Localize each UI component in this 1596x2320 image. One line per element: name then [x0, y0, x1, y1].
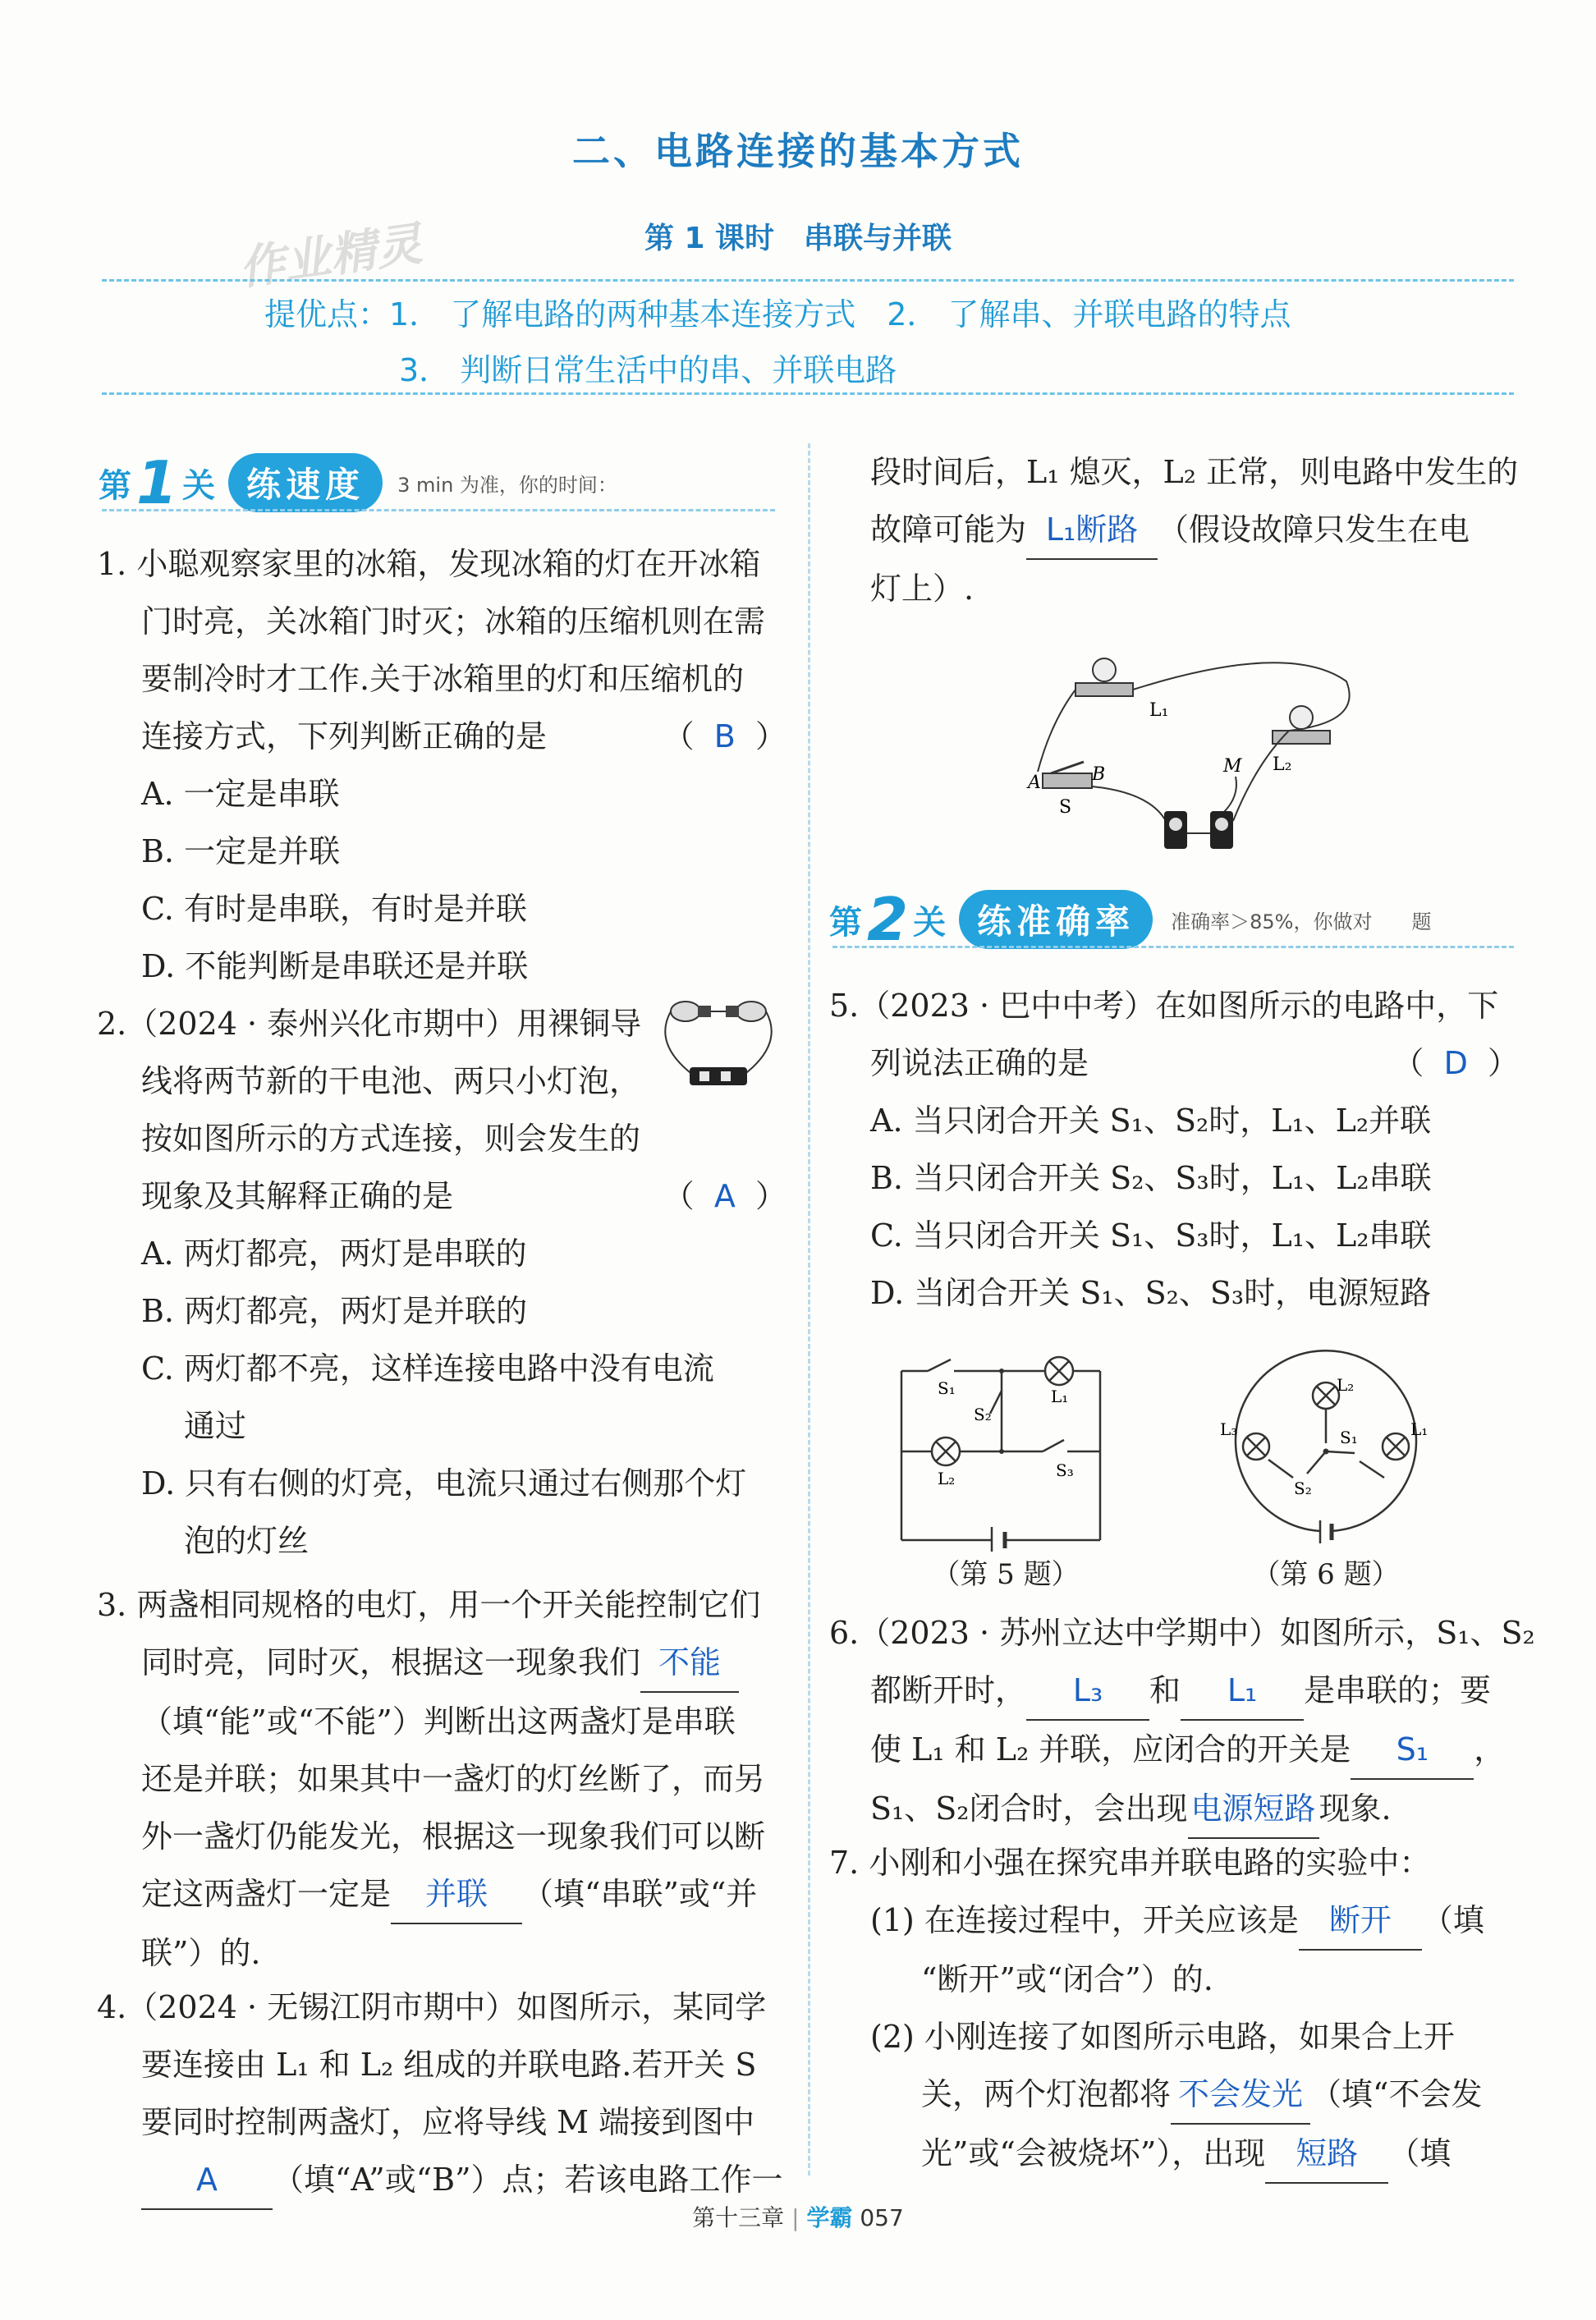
q7-part-2-line-2: [829, 2066, 1519, 2125]
q3-line-4: 还是并联；如果其中一盏灯的灯丝断了，而另: [141, 1761, 766, 1797]
question-6: [829, 1604, 1535, 1839]
q4-right-line-2: [829, 501, 1519, 560]
watermark: 作业精灵: [236, 217, 426, 296]
q3-answer-2: 并联: [391, 1865, 522, 1924]
q4-answer-2: L₁断路: [1026, 501, 1158, 560]
q5-option-a: A. 当只闭合开关 S₁、S₂时，L₁、L₂并联: [870, 1103, 1432, 1139]
q1-answer: B: [713, 718, 736, 754]
q6-answer-2: L₁: [1181, 1662, 1304, 1721]
page-footer: 第十三章 | 学霸 057: [692, 2204, 904, 2231]
label-s3: S₃: [1056, 1460, 1074, 1480]
q6-text: 和: [1149, 1672, 1181, 1708]
label-s2: S₂: [1294, 1479, 1312, 1498]
label-l1: L₁: [1410, 1419, 1429, 1439]
q6-line-4: [829, 1780, 1519, 1839]
q2-line-3: 按如图所示的方式连接，则会发生的: [141, 1121, 641, 1157]
q2-line-2: 线将两节新的干电池、两只小灯泡，: [141, 1063, 641, 1099]
battery-icon: [690, 1067, 747, 1085]
q5-circuit-diagram: [895, 1330, 1117, 1552]
q5-option-b: B. 当只闭合开关 S₂、S₃时，L₁、L₂串联: [870, 1160, 1432, 1196]
bulb-icon: [671, 1002, 711, 1021]
label-l1: L₁: [1149, 700, 1169, 721]
q4-circuit-figure: [1026, 649, 1355, 854]
q6-text: ，: [1474, 1731, 1506, 1768]
q6-line-2: [829, 1662, 1519, 1721]
footer-brand: 学霸: [806, 2204, 853, 2231]
q2-option-c-cont: 通过: [184, 1408, 247, 1444]
q6-text: 都断开时，: [870, 1672, 1027, 1708]
q2-option-d-cont: 泡的灯丝: [184, 1523, 310, 1559]
q2-stem-end: 现象及其解释正确的是: [141, 1178, 454, 1214]
q5-option-d: D. 当闭合开关 S₁、S₂、S₃时，电源短路: [870, 1275, 1432, 1311]
q7-answer-3: 短路: [1265, 2125, 1388, 2184]
q6-text: 使 L₁ 和 L₂ 并联，应闭合的开关是: [870, 1731, 1351, 1768]
label-a: A: [1028, 773, 1041, 793]
q6-answer-4: 电源短路: [1188, 1780, 1319, 1839]
q5-answer-bracket: （ D ）: [1392, 1045, 1519, 1081]
q7-text: （填: [1388, 2135, 1452, 2171]
q7-part-2-line-3: [829, 2125, 1519, 2184]
q6-circuit-diagram: [1215, 1346, 1437, 1552]
q7-text: 关，两个灯泡都将: [921, 2076, 1172, 2112]
lamp-l1-icon: [1075, 658, 1133, 696]
gate2-underline: [832, 946, 1514, 948]
q1-line-3: 要制冷时才工作.关于冰箱里的灯和压缩机的: [141, 661, 745, 697]
battery-icon: [1164, 811, 1233, 849]
q2-option-a: A. 两灯都亮，两灯是串联的: [141, 1236, 527, 1272]
q1-option-d: D. 不能判断是串联还是并联: [141, 948, 529, 984]
q3-text: （填“串联”或“并: [522, 1876, 758, 1912]
q4-line-3: 要同时控制两盏灯，应将导线 M 端接到图中: [141, 2104, 755, 2140]
q3-answer-1: 不能: [640, 1634, 739, 1693]
q6-text: S₁、S₂闭合时，会出现: [870, 1790, 1188, 1827]
q1-option-c: C. 有时是串联，有时是并联: [141, 891, 527, 927]
q4-text: （填“A”或“B”）点；若该电路工作一: [273, 2162, 783, 2198]
gate-suffix: 关: [182, 466, 216, 505]
header-divider-bottom: [102, 392, 1514, 395]
label-l2: L₂: [938, 1469, 956, 1488]
q6-line-3: [829, 1721, 1519, 1780]
q7-text: （填: [1421, 1902, 1484, 1938]
fig5-caption: （第 5 题）: [932, 1558, 1080, 1591]
section-gate-1: [99, 448, 617, 517]
label-s2: S₂: [974, 1405, 992, 1424]
section-gate-2: [829, 885, 1432, 954]
label-s1: S₁: [1340, 1428, 1358, 1447]
label-s: S: [1059, 797, 1072, 818]
page-title: 二、电路连接的基本方式: [572, 129, 1024, 173]
label-s1: S₁: [938, 1378, 956, 1398]
q4-answer-1: A: [141, 2151, 273, 2210]
q7-part-1-cont: “断开”或“闭合”）的.: [921, 1961, 1213, 1997]
q1-line-2: 门时亮，关冰箱门时灭；冰箱的压缩机则在需: [141, 603, 766, 640]
gate-note: 3 min 为准，你的时间：: [397, 473, 617, 497]
q7-line-1: 7. 小刚和小强在探究串并联电路的实验中：: [829, 1845, 1431, 1881]
q2-option-d: D. 只有右侧的灯亮，电流只通过右侧那个灯: [141, 1465, 747, 1502]
bulb-icon: [726, 1002, 766, 1021]
q3-line-7: 联”）的.: [141, 1935, 261, 1971]
gate1-underline: [102, 509, 775, 511]
q6-text: 是串联的；要: [1304, 1672, 1492, 1708]
q3-line-1: 3. 两盏相同规格的电灯，用一个开关能控制它们: [97, 1587, 761, 1623]
q2-answer-bracket: （ A ）: [663, 1178, 787, 1214]
label-l2: L₂: [1273, 754, 1292, 775]
q3-line-5: 外一盏灯仍能发光，根据这一现象我们可以断: [141, 1818, 766, 1855]
question-5: [829, 977, 1519, 1322]
q7-part-1: [829, 1891, 1519, 1951]
switch-icon: [1043, 762, 1092, 788]
lesson-subtitle: 第 1 课时 串联与并联: [644, 222, 952, 255]
q2-option-c: C. 两灯都不亮，这样连接电路中没有电流: [141, 1350, 714, 1387]
q1-answer-bracket: （ B ）: [663, 718, 787, 754]
gate-suffix: 关: [913, 903, 947, 942]
q6-answer-3: S₁: [1351, 1721, 1474, 1780]
q5-line-2: [829, 1034, 1519, 1092]
question-3: [97, 1576, 787, 1982]
q4-right-line-3: 灯上）.: [870, 571, 975, 607]
q3-line-2: [97, 1634, 787, 1693]
header-divider-top: [102, 279, 1514, 282]
q7-text: (1) 在连接过程中，开关应该是: [870, 1902, 1299, 1938]
q7-answer-1: 断开: [1299, 1891, 1422, 1951]
question-4-continued: [829, 443, 1519, 617]
q1-line-1: 1. 小聪观察家里的冰箱，发现冰箱的灯在开冰箱: [97, 546, 761, 582]
q7-text: 光”或“会被烧坏”），出现: [921, 2135, 1266, 2171]
q5-option-c: C. 当只闭合开关 S₁、S₃时，L₁、L₂串联: [870, 1217, 1432, 1254]
q2-answer: A: [713, 1178, 736, 1214]
gate-note: 准确率＞85%，你做对 题: [1171, 910, 1432, 933]
q2-circuit-figure: [649, 995, 788, 1102]
q6-text: 现象.: [1319, 1790, 1392, 1827]
gate-number: 2: [867, 885, 909, 954]
label-l3: L₃: [1220, 1419, 1238, 1439]
label-m: M: [1223, 756, 1242, 777]
footer-chapter: 第十三章: [692, 2204, 785, 2231]
fig6-caption: （第 6 题）: [1252, 1558, 1400, 1591]
q1-line-4: [97, 708, 787, 765]
label-b: B: [1092, 764, 1106, 785]
gate-prefix: 第: [99, 466, 131, 505]
q6-answer-1: L₃: [1026, 1662, 1149, 1721]
q7-text: （填“不会发: [1310, 2076, 1483, 2112]
q3-line-6: [97, 1865, 787, 1924]
q2-line-1: 2.（2024 · 泰州兴化市期中）用裸铜导: [97, 1006, 642, 1042]
q4-text: （假设故障只发生在电: [1158, 511, 1470, 548]
q6-line-1: 6.（2023 · 苏州立达中学期中）如图所示，S₁、S₂: [829, 1615, 1535, 1651]
label-l2: L₂: [1337, 1375, 1355, 1395]
column-divider: [808, 443, 810, 2176]
question-7: [829, 1834, 1519, 2184]
tips-line-2: 3． 判断日常生活中的串、并联电路: [399, 352, 897, 388]
q3-text: 同时亮，同时灭，根据这一现象我们: [141, 1644, 641, 1680]
q2-line-4: [97, 1167, 787, 1225]
q3-text: 定这两盏灯一定是: [141, 1876, 392, 1912]
q1-stem-end: 连接方式，下列判断正确的是: [141, 718, 548, 754]
q5-stem-end: 列说法正确的是: [870, 1045, 1089, 1081]
q4-right-line-1: 段时间后，L₁ 熄灭，L₂ 正常，则电路中发生的: [870, 454, 1519, 490]
label-l1: L₁: [1051, 1387, 1069, 1406]
q5-answer: D: [1443, 1045, 1468, 1081]
q5-line-1: 5.（2023 · 巴中中考）在如图所示的电路中，下: [829, 988, 1499, 1024]
q2-option-b: B. 两灯都亮，两灯是并联的: [141, 1293, 528, 1329]
question-4: [97, 1978, 787, 2210]
gate-prefix: 第: [829, 903, 862, 942]
gate-number: 1: [136, 448, 178, 517]
q1-option-a: A. 一定是串联: [141, 776, 340, 812]
q7-answer-2: 不会发光: [1171, 2066, 1310, 2125]
tips-line-1: 提优点：1． 了解电路的两种基本连接方式 2． 了解串、并联电路的特点: [264, 296, 1291, 332]
q7-part-2: (2) 小刚连接了如图所示电路，如果合上开: [870, 2019, 1455, 2055]
gate-label: 练速度: [228, 453, 383, 512]
question-1: [97, 535, 787, 995]
q3-line-3: （填“能”或“不能”）判断出这两盏灯是串联: [141, 1703, 736, 1740]
gate-label: 练准确率: [959, 890, 1153, 949]
q1-option-b: B. 一定是并联: [141, 833, 341, 869]
q4-text: 故障可能为: [870, 511, 1027, 548]
q4-line-1: 4.（2024 · 无锡江阴市期中）如图所示，某同学: [97, 1989, 767, 2025]
footer-page-number: 057: [860, 2204, 904, 2231]
q4-line-2: 要连接由 L₁ 和 L₂ 组成的并联电路.若开关 S: [141, 2047, 757, 2083]
